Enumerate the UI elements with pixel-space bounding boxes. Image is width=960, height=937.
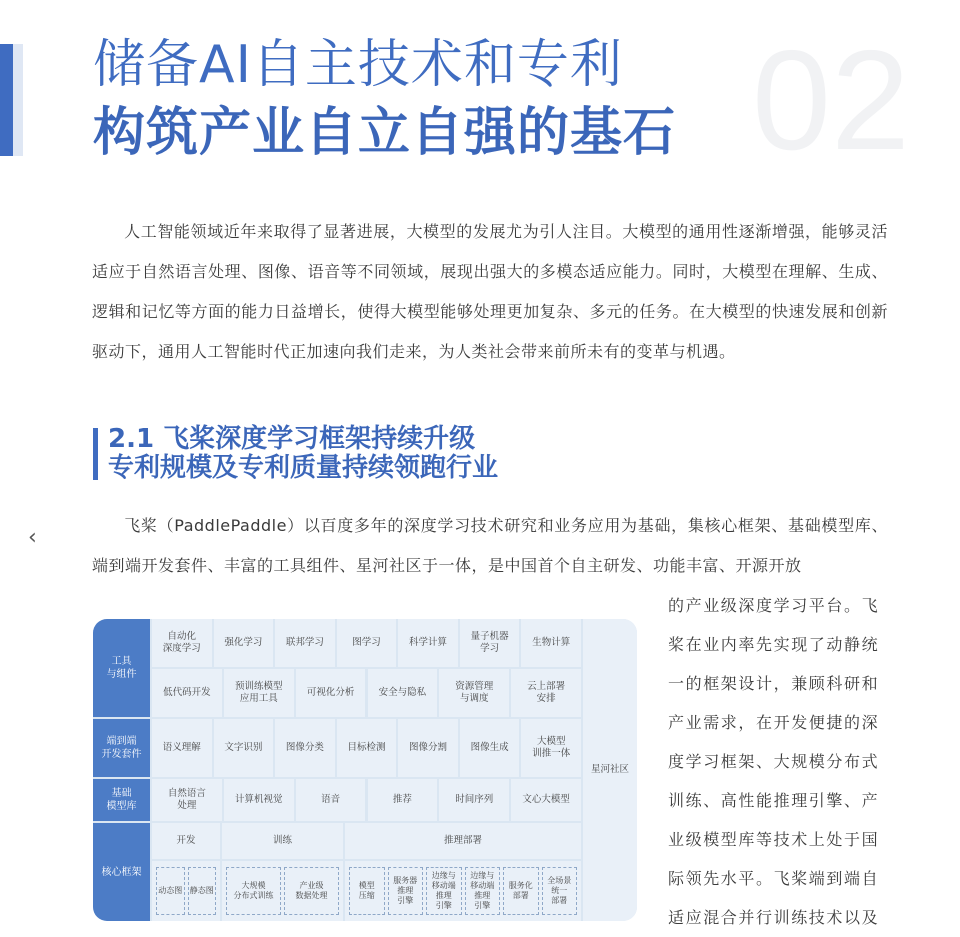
core-header-train: 训练: [222, 823, 343, 859]
suites-row-cell: 语义理解: [152, 719, 212, 777]
core-infer-cell: 边缘与 移动端 推理 引擎: [426, 867, 462, 915]
page-title-line1: 储备AI自主技术和专利: [93, 35, 623, 95]
category-core: 核心框架: [93, 823, 150, 921]
model-row-cell: 推荐: [368, 779, 438, 821]
core-train-cell: 大规模 分布式训练: [226, 867, 281, 915]
model-row-cell: 文心大模型: [511, 779, 581, 821]
core-header-infer: 推理部署: [345, 823, 581, 859]
tools-row1-cell: 科学计算: [398, 619, 458, 667]
tools-row2-cell: 预训练模型 应用工具: [224, 669, 294, 717]
tools-row1-cell: 强化学习: [214, 619, 274, 667]
section-paragraph: 飞桨（PaddlePaddle）以百度多年的深度学习技术研究和业务应用为基础，集核心框架、基础模型库、端到端开发套件、丰富的工具组件、星河社区于一体，是中国首个自主研发、功能丰富、开源开放: [92, 516, 888, 575]
page-title-line2: 构筑产业自立自强的基石: [93, 103, 677, 163]
tools-row2-cell: 可视化分析: [296, 669, 366, 717]
core-dev-cell: 动态图: [156, 867, 185, 915]
suites-row-cell: 图像分类: [275, 719, 335, 777]
suites-row-cell: 文字识别: [214, 719, 274, 777]
suites-row-cell: 图像生成: [460, 719, 520, 777]
suites-row-cell: 图像分割: [398, 719, 458, 777]
suites-row-cell: 大模型 训推一体: [521, 719, 581, 777]
section-title: [108, 425, 498, 483]
edge-accent-bar: [0, 44, 13, 156]
category-model-lib: 基础 模型库: [93, 779, 150, 821]
model-row-cell: 时间序列: [439, 779, 509, 821]
edge-accent-bar-light: [13, 44, 23, 156]
suites-row-cell: 目标检测: [337, 719, 397, 777]
core-infer-cell: 服务器 推理 引擎: [388, 867, 424, 915]
category-tools: 工具 与组件: [93, 619, 150, 717]
model-row-cell: 语音: [296, 779, 366, 821]
chapter-number: 02: [752, 21, 910, 180]
intro-paragraph: 人工智能领域近年来取得了显著进展，大模型的发展尤为引人注目。大模型的通用性逐渐增强，能够灵活适应于自然语言处理、图像、语音等不同领域，展现出强大的多模态适应能力。同时，大模型在理解、生成、逻辑和记忆等方面的能力日益增长，使得大模型能够处理更加复杂、多元的任务。在大模型的快速发展和创新驱动下，通用人工智能时代正加速向我们走来，为人类社会带来前所未有的变革与机遇。: [92, 222, 888, 361]
chevron-left-icon[interactable]: ‹: [28, 525, 37, 550]
core-train-cell: 产业级 数据处理: [284, 867, 339, 915]
tools-row2-cell: 资源管理 与调度: [439, 669, 509, 717]
core-dev-cell: 静态图: [188, 867, 217, 915]
category-suites: 端到端 开发套件: [93, 719, 150, 777]
tools-row2-cell: 低代码开发: [152, 669, 222, 717]
core-infer-cell: 边缘与 移动端 推理 引擎: [465, 867, 501, 915]
model-row-cell: 计算机视觉: [224, 779, 294, 821]
core-header-dev: 开发: [152, 823, 220, 859]
tools-row1-cell: 量子机器 学习: [460, 619, 520, 667]
core-infer-cell: 服务化 部署: [503, 867, 539, 915]
tools-row2-cell: 云上部署 安排: [511, 669, 581, 717]
core-infer-cell: 模型 压缩: [349, 867, 385, 915]
tools-row1-cell: 联邦学习: [275, 619, 335, 667]
tools-row1-cell: 生物计算: [521, 619, 581, 667]
community-column: 星河社区: [583, 619, 637, 921]
section-accent-bar: [93, 428, 98, 480]
tools-row1-cell: 图学习: [337, 619, 397, 667]
paddlepaddle-architecture-diagram: [93, 619, 637, 921]
tools-row2-cell: 安全与隐私: [368, 669, 438, 717]
section-title-line1: 2.1 飞桨深度学习框架持续升级: [108, 424, 476, 454]
model-row-cell: 自然语言 处理: [152, 779, 222, 821]
section-paragraph-side: 的产业级深度学习平台。飞桨在业内率先实现了动静统一的框架设计，兼顾科研和产业需求，在开发便捷的深度学习框架、大规模分布式训练、高性能推理引擎、产业级模型库等技术上处于国际领先水平。飞桨端到端自适应混合并行训练技术以及: [668, 596, 880, 927]
section-title-line2: 专利规模及专利质量持续领跑行业: [108, 453, 499, 483]
core-infer-cell: 全场景 统一 部署: [542, 867, 578, 915]
tools-row1-cell: 自动化 深度学习: [152, 619, 212, 667]
